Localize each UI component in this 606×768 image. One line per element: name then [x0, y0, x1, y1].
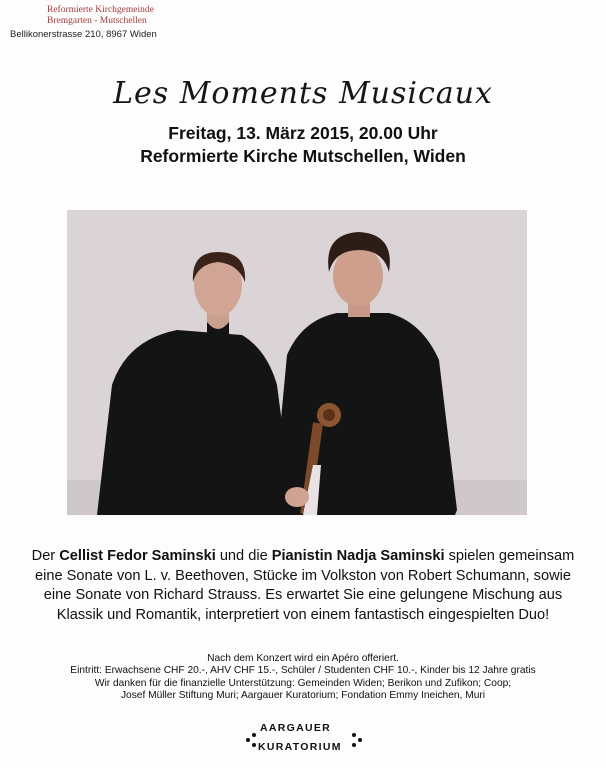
description-connector: und die: [215, 548, 272, 564]
logo-dot: [352, 733, 356, 737]
event-venue: Reformierte Kirche Mutschellen, Widen: [140, 146, 466, 166]
parish-region: Bremgarten - Mutschellen: [47, 16, 147, 26]
event-title: Les Moments Musicaux: [113, 76, 493, 111]
sponsors-line1: Wir danken für die finanzielle Unterstützung: Gemeinden Widen; Berikon und Zufikon; Coop;: [94, 677, 512, 689]
logo-dot: [358, 738, 362, 742]
description-body: spielen gemeinsam eine Sonate von L. v. Beethoven, Stücke im Volkston von Robert Schumann, sowie eine Sonate von Richard Strauss. Es erwartet Sie eine gelungene Mischung aus Klassik und Romantik, interpretiert von einem fantastisch eingespielten Duo!: [35, 548, 575, 623]
admission-prices: Eintritt: Erwachsene CHF 20.-, AHV CHF 15.-, Schüler / Studenten CHF 10.-, Kinder bis 12 Jahre gratis: [70, 665, 536, 677]
cellist-name: Cellist Fedor Saminski: [59, 548, 216, 564]
pianist-name: Pianistin Nadja Saminski: [271, 548, 445, 564]
logo-dot: [252, 733, 256, 737]
aargauer-kuratorium-logo: [242, 722, 364, 758]
logo-line2: KURATORIUM: [258, 741, 342, 753]
event-info: [0, 653, 606, 703]
concert-description: [28, 547, 578, 625]
event-date: Freitag, 13. März 2015, 20.00 Uhr: [168, 123, 438, 143]
duo-photo: [67, 210, 527, 515]
logo-dot: [252, 743, 256, 747]
logo-dot: [246, 738, 250, 742]
parish-name: Reformierte Kirchgemeinde: [47, 5, 154, 15]
parish-address: Bellikonerstrasse 210, 8967 Widen: [10, 29, 157, 40]
logo-dot: [352, 743, 356, 747]
duo-photo-illustration: [67, 210, 527, 515]
logo-line1: AARGAUER: [260, 722, 332, 734]
description-intro: Der: [31, 548, 60, 564]
sponsors-line2: Josef Müller Stiftung Muri; Aargauer Kuratorium; Fondation Emmy Ineichen, Muri: [120, 690, 486, 702]
apero-note: Nach dem Konzert wird ein Apéro offeriert.: [207, 653, 399, 664]
parish-header: [10, 5, 157, 41]
